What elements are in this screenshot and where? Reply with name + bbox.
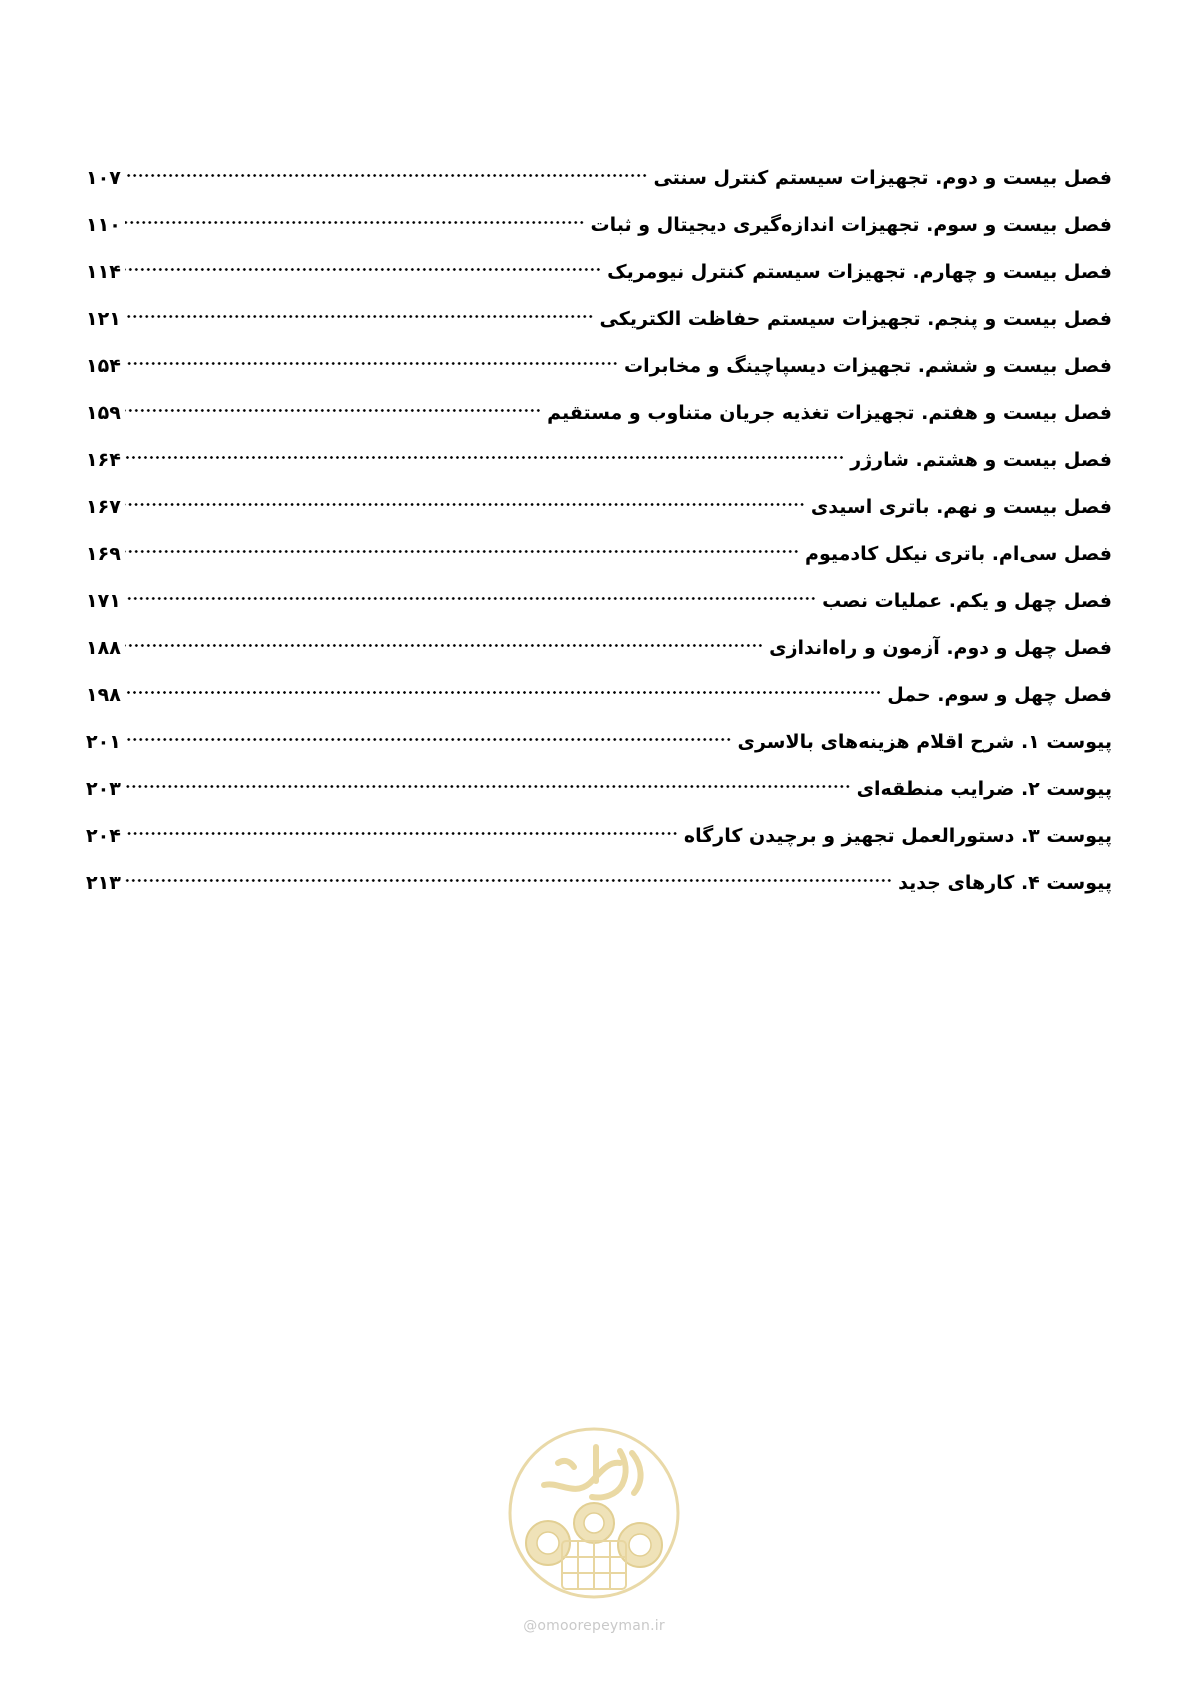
toc-entry-title: فصل سی‌ام. باتری نیکل کادمیوم	[805, 543, 1112, 565]
toc-entry-title: فصل بیست و هشتم. شارژر	[850, 449, 1112, 471]
toc-dot-leader	[125, 581, 816, 607]
toc-entry-title: پیوست ۴. کارهای جدید	[898, 872, 1112, 894]
toc-entry-title: فصل بیست و پنجم. تجهیزات سیستم حفاظت الکتریکی	[599, 308, 1112, 330]
watermark-url: @omoorepeyman.ir	[523, 1618, 665, 1634]
toc-entry-title: پیوست ۳. دستورالعمل تجهیز و برچیدن کارگاه	[683, 825, 1112, 847]
toc-dot-leader	[125, 440, 844, 466]
toc-entry[interactable]	[86, 675, 1112, 722]
toc-entry[interactable]	[86, 769, 1112, 816]
toc-entry[interactable]	[86, 722, 1112, 769]
toc-entry-title: پیوست ۱. شرح اقلام هزینه‌های بالاسری	[737, 731, 1112, 753]
toc-entry-title: فصل چهل و یکم. عملیات نصب	[822, 590, 1112, 612]
watermark-logo-icon	[504, 1423, 684, 1603]
toc-page-number: ۱۱۰	[86, 214, 121, 236]
toc-page-number: ۱۱۴	[86, 261, 121, 283]
toc-entry-title: فصل بیست و نهم. باتری اسیدی	[810, 496, 1112, 518]
toc-page-number: ۱۶۹	[86, 543, 121, 565]
toc-entry-title: فصل بیست و ششم. تجهیزات دیسپاچینگ و مخابرات	[624, 355, 1112, 377]
toc-entry[interactable]	[86, 487, 1112, 534]
toc-page-number: ۲۰۱	[86, 731, 121, 753]
toc-entry[interactable]	[86, 252, 1112, 299]
toc-entry-title: فصل بیست و دوم. تجهیزات سیستم کنترل سنتی	[653, 167, 1112, 189]
toc-entry-title: فصل بیست و هفتم. تجهیزات تغذیه جریان متناوب و مستقیم	[547, 402, 1112, 424]
toc-entry-title: فصل چهل و دوم. آزمون و راه‌اندازی	[769, 637, 1112, 659]
toc-page-number: ۱۶۷	[86, 496, 121, 518]
toc-entry-title: فصل بیست و سوم. تجهیزات اندازه‌گیری دیجیتال و ثبات	[590, 214, 1112, 236]
toc-entry[interactable]	[86, 581, 1112, 628]
toc-page-number: ۱۸۸	[86, 637, 121, 659]
toc-entry[interactable]	[86, 393, 1112, 440]
toc-page-number: ۱۷۱	[86, 590, 121, 612]
toc-entry[interactable]	[86, 628, 1112, 675]
toc-dot-leader	[125, 769, 851, 795]
toc-page-number: ۲۱۳	[86, 872, 121, 894]
toc-dot-leader	[125, 158, 648, 184]
toc-dot-leader	[125, 722, 732, 748]
toc-dot-leader	[125, 863, 892, 889]
toc-entry[interactable]	[86, 816, 1112, 863]
toc-dot-leader	[125, 393, 541, 419]
toc-entry[interactable]	[86, 299, 1112, 346]
toc-page-number: ۱۶۴	[86, 449, 121, 471]
toc-page-number: ۱۰۷	[86, 167, 121, 189]
table-of-contents	[86, 158, 1112, 910]
toc-entry[interactable]	[86, 863, 1112, 910]
toc-entry[interactable]	[86, 346, 1112, 393]
toc-entry[interactable]	[86, 205, 1112, 252]
toc-entry[interactable]	[86, 440, 1112, 487]
toc-entry-title: فصل بیست و چهارم. تجهیزات سیستم کنترل نیومریک	[607, 261, 1112, 283]
toc-entry[interactable]	[86, 158, 1112, 205]
toc-page-number: ۲۰۴	[86, 825, 121, 847]
toc-page-number: ۱۵۴	[86, 355, 121, 377]
toc-dot-leader	[125, 346, 618, 372]
toc-dot-leader	[125, 252, 601, 278]
toc-dot-leader	[125, 205, 585, 231]
toc-page-number: ۱۵۹	[86, 402, 121, 424]
toc-dot-leader	[125, 628, 763, 654]
toc-page-number: ۱۹۸	[86, 684, 121, 706]
toc-dot-leader	[125, 534, 799, 560]
toc-entry-title: پیوست ۲. ضرایب منطقه‌ای	[856, 778, 1112, 800]
toc-entry[interactable]	[86, 534, 1112, 581]
toc-entry-title: فصل چهل و سوم. حمل	[887, 684, 1112, 706]
toc-dot-leader	[125, 299, 594, 325]
toc-dot-leader	[125, 816, 678, 842]
toc-dot-leader	[125, 675, 881, 701]
toc-page-number: ۱۲۱	[86, 308, 121, 330]
toc-page-number: ۲۰۳	[86, 778, 121, 800]
toc-dot-leader	[125, 487, 805, 513]
